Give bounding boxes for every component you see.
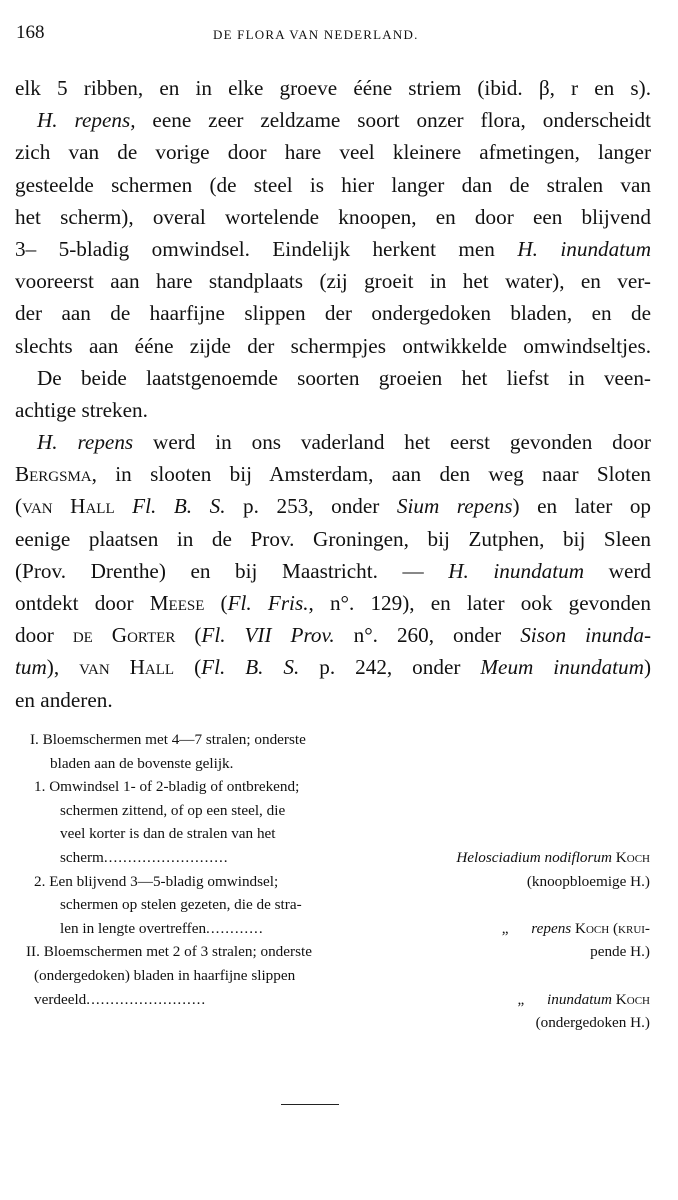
page-header (16, 22, 656, 50)
key-line (30, 775, 650, 799)
text-line: achtige streken. (15, 397, 148, 422)
key-line (30, 822, 650, 846)
text-line: door de Gorter (Fl. VII Prov. n°. 260, onder Sison inunda- (15, 623, 651, 648)
key-text: schermen op stelen gezeten, die de stra- (60, 896, 302, 914)
key-line (30, 988, 650, 1012)
text-line: en anderen. (15, 687, 113, 712)
key-text: I. Bloemschermen met 4—7 stralen; onderste (30, 731, 306, 748)
key-text: scherm.......................... (60, 848, 229, 866)
text-line: H. repens, eene zeer zeldzame soort onzer flora, onderscheidt (37, 108, 651, 133)
text-line: elk 5 ribben, en in elke groeve ééne striem (ibid. β, r en s). (15, 76, 651, 100)
text-line: ontdekt door Meese (Fl. Fris., n°. 129), en later ook gevonden (15, 591, 651, 615)
end-rule (281, 1104, 339, 1105)
text-line: (van Hall Fl. B. S. p. 253, onder Sium repens) en later op (15, 494, 651, 519)
text-line: vooreerst aan hare standplaats (zij groeit in het water), en ver- (15, 269, 651, 294)
text-line: (Prov. Drenthe) en bij Maastricht. — H. inundatum werd (15, 558, 651, 583)
key-line (30, 917, 650, 941)
key-text: len in lengte overtreffen............ (60, 919, 264, 937)
text-line: zich van de vorige door hare veel kleinere afmetingen, langer (15, 140, 651, 165)
text-line: tum), van Hall (Fl. B. S. p. 242, onder Meum inundatum) (15, 655, 651, 680)
identification-key (26, 728, 650, 1035)
key-line (30, 870, 650, 894)
key-taxon: Helosciadium nodiflorum Koch (456, 848, 650, 866)
text-line: der aan de haarfijne slippen der ondergedoken bladen, en de (15, 301, 651, 326)
key-line (30, 893, 650, 917)
text-line: Bergsma, in slooten bij Amsterdam, aan den weg naar Sloten (15, 462, 651, 487)
body-text (15, 72, 651, 716)
key-text: 2. Een blijvend 3—5-bladig omwindsel; (34, 872, 279, 890)
key-line (30, 1011, 650, 1035)
key-text: veel korter is dan de stralen van het (60, 825, 276, 843)
key-line (30, 799, 650, 823)
key-line (30, 846, 650, 870)
key-text: II. Bloemschermen met 2 of 3 stralen; onderste (26, 943, 312, 961)
key-line (30, 752, 650, 776)
key-line (26, 940, 650, 964)
key-common-name: (knoopbloemige H.) (526, 872, 650, 890)
key-common-name: (ondergedoken H.) (535, 1014, 650, 1032)
text-line: 3– 5-bladig omwindsel. Eindelijk herkent men H. inundatum (15, 236, 651, 261)
key-text: (ondergedoken) bladen in haarfijne slippen (34, 966, 296, 984)
text-line: eenige plaatsen in de Prov. Groningen, bij Zutphen, bij Sleen (15, 526, 651, 551)
key-text: verdeeld......................... (34, 990, 207, 1008)
page-number: 168 (16, 22, 45, 43)
key-line (30, 964, 650, 988)
key-common-name: pende H.) (590, 943, 650, 961)
text-line: slechts aan ééne zijde der schermpjes ontwikkelde omwindseltjes. (15, 333, 651, 358)
key-text: 1. Omwindsel 1- of 2-bladig of ontbrekend; (34, 778, 300, 796)
key-line (30, 728, 650, 752)
key-text: schermen zittend, of op een steel, die (60, 801, 286, 819)
key-taxon: „ repens Koch (krui- (501, 919, 650, 937)
text-line: gesteelde schermen (de steel is hier langer dan de stralen van (15, 172, 651, 197)
text-line: H. repens werd in ons vaderland het eerst gevonden door (37, 430, 651, 455)
key-taxon: „ inundatum Koch (517, 990, 650, 1008)
text-line: De beide laatstgenoemde soorten groeien het liefst in veen- (37, 365, 651, 390)
running-title: DE FLORA VAN NEDERLAND. (213, 27, 419, 42)
key-text: bladen aan de bovenste gelijk. (50, 754, 234, 772)
text-line: het scherm), overal wortelende knoopen, en door een blijvend (15, 204, 651, 229)
